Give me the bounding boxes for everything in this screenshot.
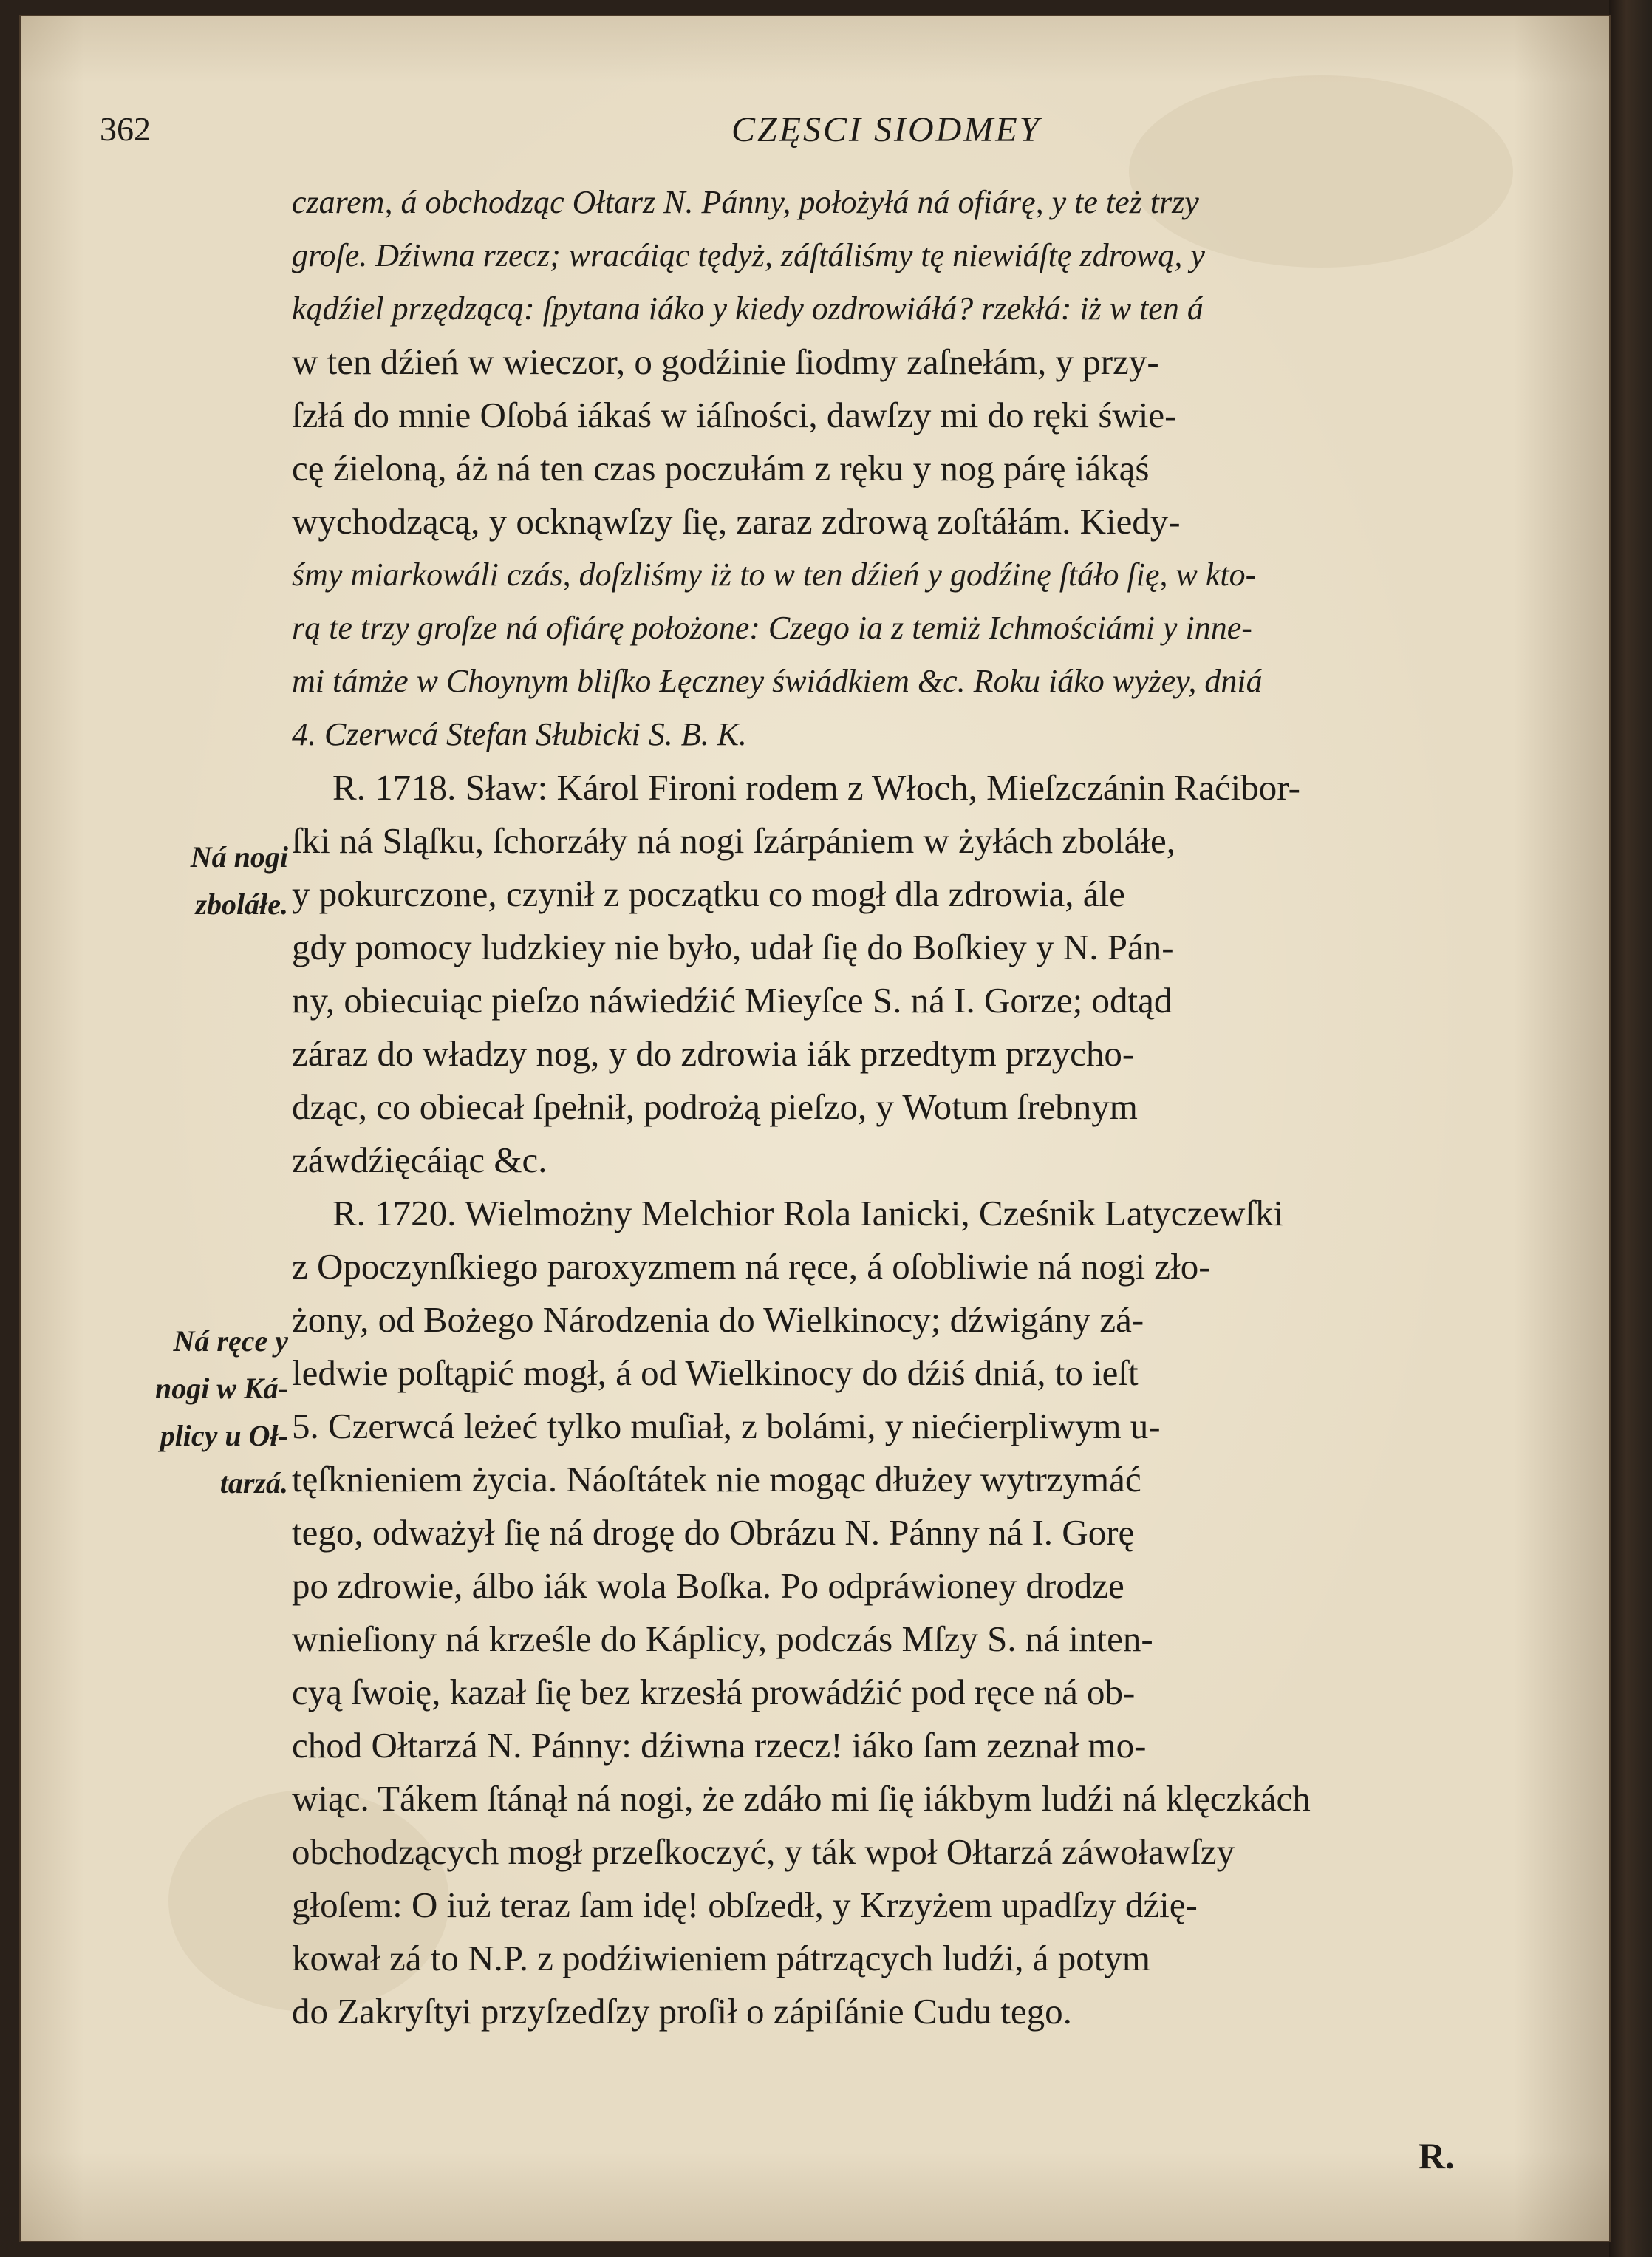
text-line: wychodzącą, y ocknąwſzy ſię, zaraz zdrową zoſtáłám. Kiedy- <box>292 501 1181 542</box>
text-line: w ten dźień w wieczor, o godźinie ſiodmy zaſnełám, y przy- <box>292 341 1159 382</box>
text-line: R. 1720. Wielmożny Melchior Rola Ianicki, Cześnik Latyczewſki <box>332 1193 1284 1233</box>
text-line: ny, obiecuiąc pieſzo náwiedźić Mieyſce S. ná I. Gorze; odtąd <box>292 980 1173 1021</box>
text-line: dząc, co obiecał ſpełnił, podrożą pieſzo, y Wotum ſrebnym <box>292 1086 1138 1127</box>
text-line: głoſem: O iuż teraz ſam idę! obſzedł, y Krzyżem upadſzy dźię- <box>292 1885 1198 1925</box>
running-head: CZĘSCI SIODMEY <box>731 110 1042 149</box>
text-line: po zdrowie, álbo iák wola Boſka. Po odpráwioney drodze <box>292 1565 1124 1606</box>
margin-note-hands-legs <box>89 1318 288 1507</box>
text-line: tego, odważył ſię ná drogę do Obrázu N. Pánny ná I. Gorę <box>292 1512 1135 1553</box>
margin-note-line: nogi w Ká- <box>154 1372 288 1405</box>
text-line: kował zá to N.P. z podźiwieniem pátrzących ludźi, á potym <box>292 1938 1151 1978</box>
text-line: mi támże w Choynym bliſko Łęczney świádkiem &c. Roku iáko wyżey, dniá <box>292 663 1263 699</box>
main-text-block <box>292 176 1540 2038</box>
text-line: z Opoczynſkiego paroxyzmem ná ręce, á oſobliwie ná nogi zło- <box>292 1246 1211 1287</box>
text-line: 4. Czerwcá Stefan Słubicki S. B. K. <box>292 716 747 752</box>
book-spine <box>1609 0 1652 2257</box>
text-line: kądźiel przędzącą: ſpytana iáko y kiedy ozdrowiáłá? rzekłá: iż w ten á <box>292 290 1204 327</box>
margin-note-line: Ná nogi <box>190 840 288 874</box>
text-line: ſzłá do mnie Oſobá iákaś w iáſności, dawſzy mi do ręki świe- <box>292 395 1177 435</box>
text-line: wnieſiony ná krześle do Káplicy, podczás Mſzy S. ná inten- <box>292 1618 1153 1659</box>
text-line: czarem, á obchodząc Ołtarz N. Pánny, położyłá ná ofiárę, y te też trzy <box>292 184 1199 220</box>
text-line: záraz do władzy nog, y do zdrowia iák przedtym przycho- <box>292 1033 1135 1074</box>
page-number: 362 <box>100 110 151 148</box>
text-line: do Zakryſtyi przyſzedſzy proſił o zápiſánie Cudu tego. <box>292 1991 1072 2032</box>
text-line: záwdźięcáiąc &c. <box>292 1140 547 1180</box>
text-line: 5. Czerwcá leżeć tylko muſiał, z bolámi, y niećierpliwym u- <box>292 1406 1161 1446</box>
margin-note-line: plicy u Oł- <box>160 1419 288 1452</box>
text-line: wiąc. Tákem ſtánął ná nogi, że zdáło mi ſię iákbym ludźi ná klęczkách <box>292 1778 1311 1819</box>
text-line: obchodzących mogł przeſkoczyć, y ták wpoł Ołtarzá záwoławſzy <box>292 1831 1235 1872</box>
text-line: cę źieloną, áż ná ten czas poczułám z ręku y nog párę iákąś <box>292 448 1150 488</box>
text-line: y pokurczone, czynił z początku co mogł dla zdrowia, ále <box>292 874 1125 914</box>
text-line: żony, od Bożego Národzenia do Wielkinocy; dźwigány zá- <box>292 1299 1144 1340</box>
text-line: groſe. Dźiwna rzecz; wracáiąc tędyż, záſtáliśmy tę niewiáſtę zdrową, y <box>292 237 1205 273</box>
margin-note-legs <box>89 834 288 928</box>
catchword: R. <box>1419 2135 1455 2176</box>
text-line: ſki ná Sląſku, ſchorzáły ná nogi ſzárpániem w żyłách zboláłe, <box>292 820 1175 861</box>
text-line: tęſknieniem życia. Náoſtátek nie mogąc dłużey wytrzymáć <box>292 1459 1141 1499</box>
margin-note-line: Ná ręce y <box>173 1324 288 1358</box>
text-line: chod Ołtarzá N. Pánny: dźiwna rzecz! iáko ſam zeznał mo- <box>292 1725 1147 1766</box>
text-line: ledwie poſtąpić mogł, á od Wielkinocy do dźiś dniá, to ieſt <box>292 1352 1139 1393</box>
text-line: gdy pomocy ludzkiey nie było, udał ſię do Boſkiey y N. Pán- <box>292 927 1174 967</box>
text-line: R. 1718. Sław: Károl Fironi rodem z Włoch, Mieſzczánin Raćibor- <box>332 767 1300 808</box>
text-line: śmy miarkowáli czás, doſzliśmy iż to w ten dźień y godźinę ſtáło ſię, w kto- <box>292 556 1257 593</box>
text-line: rą te trzy groſze ná ofiárę położone: Czego ia z temiż Ichmościámi y inne- <box>292 610 1252 646</box>
margin-note-line: zboláłe. <box>195 888 288 921</box>
text-line: cyą ſwoię, kazał ſię bez krzesłá prowádźić pod ręce ná ob- <box>292 1672 1136 1712</box>
margin-note-line: tarzá. <box>219 1466 288 1499</box>
